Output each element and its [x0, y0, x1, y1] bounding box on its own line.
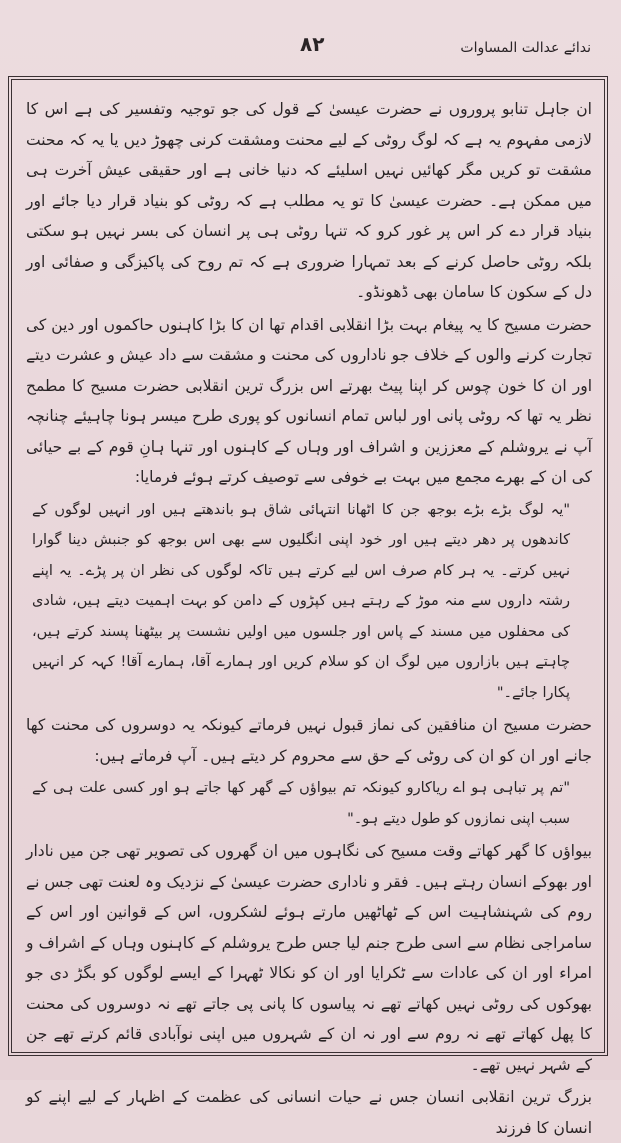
paragraph-4: بیواؤں کا گھر کھاتے وقت مسیح کی نگاہوں میں ان گھروں کی تصویر تھی جن میں نادار اور بھوکے انسان رہتے ہیں۔ فقر و ناداری حضرت عیسیٰ کے نزدیک وہ لعنت تھی جس نے روم کی شہنشاہیت اس کے ٹھاٹھیں مارتے ہوئے لشکروں، اس کے قوانین اور اس کے سامراجی نظام سے اسی طرح جنم لیا جس طرح یروشلم کے کاہنوں وہاں کے اشراف و امراء اور ان کی عادات سے ٹکرایا اور ان کو نکالا ٹھہرا کے ایسے لوگوں کو بگڑ دی جو بھوکوں کی روٹی نہیں کھاتے تھے نہ پیاسوں کا پانی پی جاتے تھے نہ دوسروں کی محنت کا پھل کھاتے تھے نہ روم سے اور نہ ان کے شہروں میں اپنی نوآبادی قائم کرتے تھے جن کے شہر نہیں تھے۔ [26, 842, 592, 1074]
page-number: ۸۲ [300, 32, 325, 56]
quote-2: "تم پر تباہی ہو اے ریاکارو کیونکہ تم بیواؤں کے گھر کھا جاتے ہو اور کسی علت ہی کے سبب اپنی نمازوں کو طول دیتے ہو۔" [32, 780, 570, 827]
paragraph-2: حضرت مسیح کا یہ پیغام بہت بڑا انقلابی اقدام تھا ان کا بڑا کاہنوں حاکموں اور دین کی تجارت کرنے والوں کے خلاف جو ناداروں کی محنت و مشقت سے داد عیش و عشرت دیتے اور ان کا خون چوس کر اپنا پیٹ بھرتے اس بزرگ ترین انقلابی حضرت مسیح کا مطمح نظر یہ تھا کہ روٹی پانی اور لباس تمام انسانوں کو پوری طرح میسر ہونا چاہیئے چنانچہ آپ نے یروشلم کے معززین و اشراف اور وہاں کے کاہنوں اور تنہا ہانِ قوم کے بے حیائی کی ان کے بھرے مجمع میں بہت بے خوفی سے توصیف کرتے ہوئے فرمایا: [26, 315, 592, 486]
paragraph-3: حضرت مسیح ان منافقین کی نماز قبول نہیں فرماتے کیونکہ یہ دوسروں کی محنت کھا جانے اور ان کو ان کی روٹی کے حق سے محروم کر دیتے ہیں۔ آپ فرماتے ہیں: [26, 716, 592, 765]
quote-1: "یہ لوگ بڑے بڑے بوجھ جن کا اٹھانا انتہائی شاق ہو باندھتے ہیں اور انہیں لوگوں کے کاندھوں پر دھر دیتے ہیں اور خود اپنی انگلیوں سے بھی اس بوجھ کو جنبش دینا گوارا نہیں کرتے۔ یہ ہر کام صرف اس لیے کرتے ہیں تاکہ لوگوں کی نظر ان پر پڑے۔ یہ اپنے رشتہ داروں سے منہ موڑ کے رہتے ہیں کپڑوں کے دامن کو بہت اہمیت دیتے ہیں، شادی کی محفلوں میں مسند کے پاس اور جلسوں میں اولیں نشست پر بیٹھنا پسند کرتے ہیں، چاہتے ہیں بازاروں میں لوگ ان کو سلام کریں اور ہمارے آقا، ہمارے آقا! کہہ کر انہیں پکارا جائے۔" [32, 501, 570, 701]
paragraph-5: بزرگ ترین انقلابی انسان جس نے حیات انسانی کی عظمت کے اظہار کے لیے اپنے کو انسان کا فرزند [26, 1088, 592, 1137]
page-header [20, 32, 601, 72]
paragraph-1: ان جاہل تنابو پروروں نے حضرت عیسیٰ کے قول کی جو توجیہ وتفسیر کی ہے اس کا لازمی مفہوم یہ ہے کہ لوگ روٹی کے لیے محنت ومشقت کرنی چھوڑ دیں یا یہ کہ محنت مشقت تو کریں مگر کھائیں نہیں اسلیئے کہ دنیا خانی ہے اور حقیقی عیش آخرت ہی میں ممکن ہے۔ حضرت عیسیٰ کا تو یہ مطلب ہے کہ روٹی کو بنیاد قرار دیا جائے اور بنیاد قرار دے کر اس پر غور کرو کہ تنہا روٹی ہی پر انسان کی بسر نہیں ہو سکتی بلکہ روٹی حاصل کرنے کے بعد تمہارا ضروری ہے کہ تم روح کی پاکیزگی و صفائی اور دل کے سکون کا سامان بھی ڈھونڈو۔ [26, 100, 592, 301]
running-head: ندائے عدالت المساوات [460, 40, 591, 56]
text-frame [8, 76, 608, 1137]
body-text [26, 94, 592, 1143]
